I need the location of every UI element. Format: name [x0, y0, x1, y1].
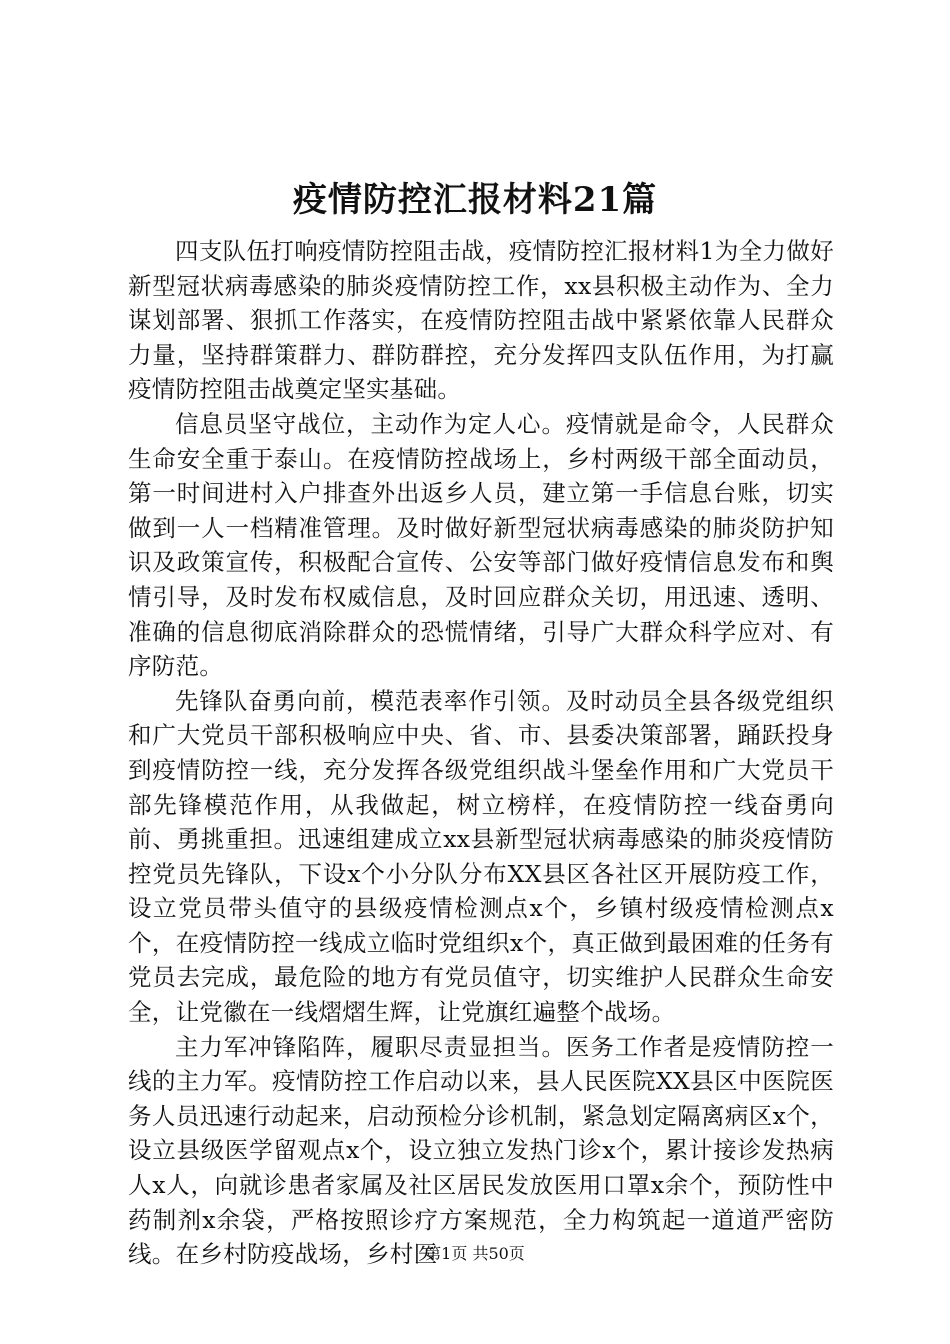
document-body	[128, 234, 834, 1272]
paragraph-3: 先锋队奋勇向前，模范表率作引领。及时动员全县各级党组织和广大党员干部积极响应中央、省、市、县委决策部署，踊跃投身到疫情防控一线，充分发挥各级党组织战斗堡垒作用和广大党员干部先锋模范作用，从我做起，树立榜样，在疫情防控一线奋勇向前、勇挑重担。迅速组建成立xx县新型冠状病毒感染的肺炎疫情防控党员先锋队，下设x个小分队分布XX县区各社区开展防疫工作，设立党员带头值守的县级疫情检测点x个，乡镇村级疫情检测点x个，在疫情防控一线成立临时党组织x个，真正做到最困难的任务有党员去完成，最危险的地方有党员值守，切实维护人民群众生命安全，让党徽在一线熠熠生辉，让党旗红遍整个战场。	[128, 686, 834, 1027]
paragraph-1: 四支队伍打响疫情防控阻击战，疫情防控汇报材料1为全力做好新型冠状病毒感染的肺炎疫情防控工作，xx县积极主动作为、全力谋划部署、狠抓工作落实，在疫情防控阻击战中紧紧依靠人民群众力量，坚持群策群力、群防群控，充分发挥四支队伍作用，为打赢疫情防控阻击战奠定坚实基础。	[128, 237, 834, 404]
document-title: 疫情防控汇报材料21篇	[292, 180, 658, 220]
paragraph-2: 信息员坚守战位，主动作为定人心。疫情就是命令，人民群众生命安全重于泰山。在疫情防控战场上，乡村两级干部全面动员，第一时间进村入户排查外出返乡人员，建立第一手信息台账，切实做到一人一档精准管理。及时做好新型冠状病毒感染的肺炎防护知识及政策宣传，积极配合宣传、公安等部门做好疫情信息发布和舆情引导，及时发布权威信息，及时回应群众关切，用迅速、透明、准确的信息彻底消除群众的恐慌情绪，引导广大群众科学应对、有序防范。	[128, 409, 834, 681]
page-number-footer: 第1页 共50页	[425, 1244, 525, 1263]
paragraph-4: 主力军冲锋陷阵，履职尽责显担当。医务工作者是疫情防控一线的主力军。疫情防控工作启动以来，县人民医院XX县区中医院医务人员迅速行动起来，启动预检分诊机制，紧急划定隔离病区x个，设立县级医学留观点x个，设立独立发热门诊x个，累计接诊发热病人x人，向就诊患者家属及社区居民发放医用口罩x余个，预防性中药制剂x余袋，严格按照诊疗方案规范，全力构筑起一道道严密防线。在乡村防疫战场，乡村医	[128, 1032, 834, 1269]
